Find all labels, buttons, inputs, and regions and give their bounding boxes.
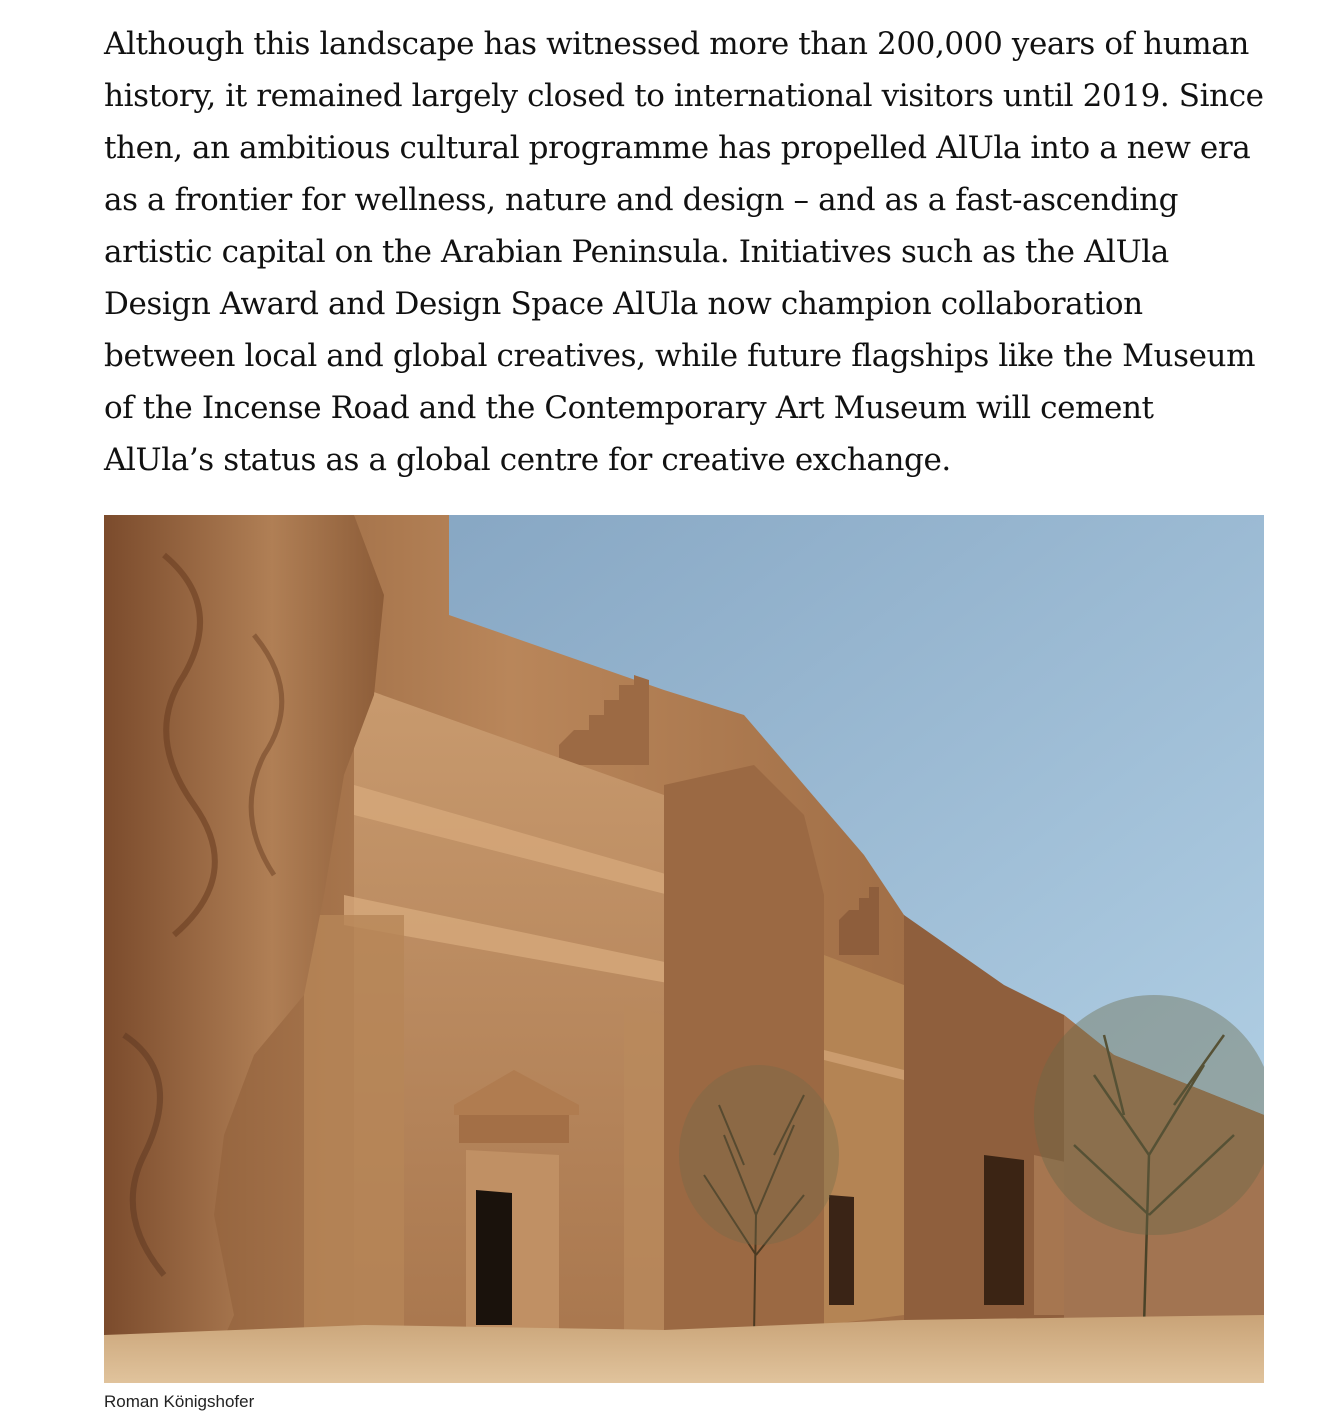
article-paragraph: Although this landscape has witnessed more than 200,000 years of human history, it remained largely closed to international visitors until 2019. Since then, an ambitious cultural programme has propelled AlUla into a new era as a frontier for wellness, nature and design – and as a fast-ascending artistic capital on the Arabian Peninsula. Initiatives such as the AlUla Design Award and Design Space AlUla now champion collaboration between local and global creatives, while future flagships like the Museum of the Incense Road and the Contemporary Art Museum will cement AlUla’s status as a global centre for creative exchange. (104, 26, 1264, 478)
tomb-door-second (829, 1195, 854, 1305)
pilaster-right (624, 1005, 664, 1335)
pilaster-left (304, 915, 404, 1345)
hegra-tombs-image (104, 515, 1264, 1383)
rock-outcrop (664, 765, 824, 1345)
article-photo (104, 515, 1264, 1383)
cave-opening (984, 1155, 1024, 1305)
frieze (459, 1115, 569, 1143)
article-body (104, 0, 1264, 486)
photo-credit: Roman Königshofer (104, 1392, 255, 1411)
tomb-door (476, 1190, 512, 1325)
